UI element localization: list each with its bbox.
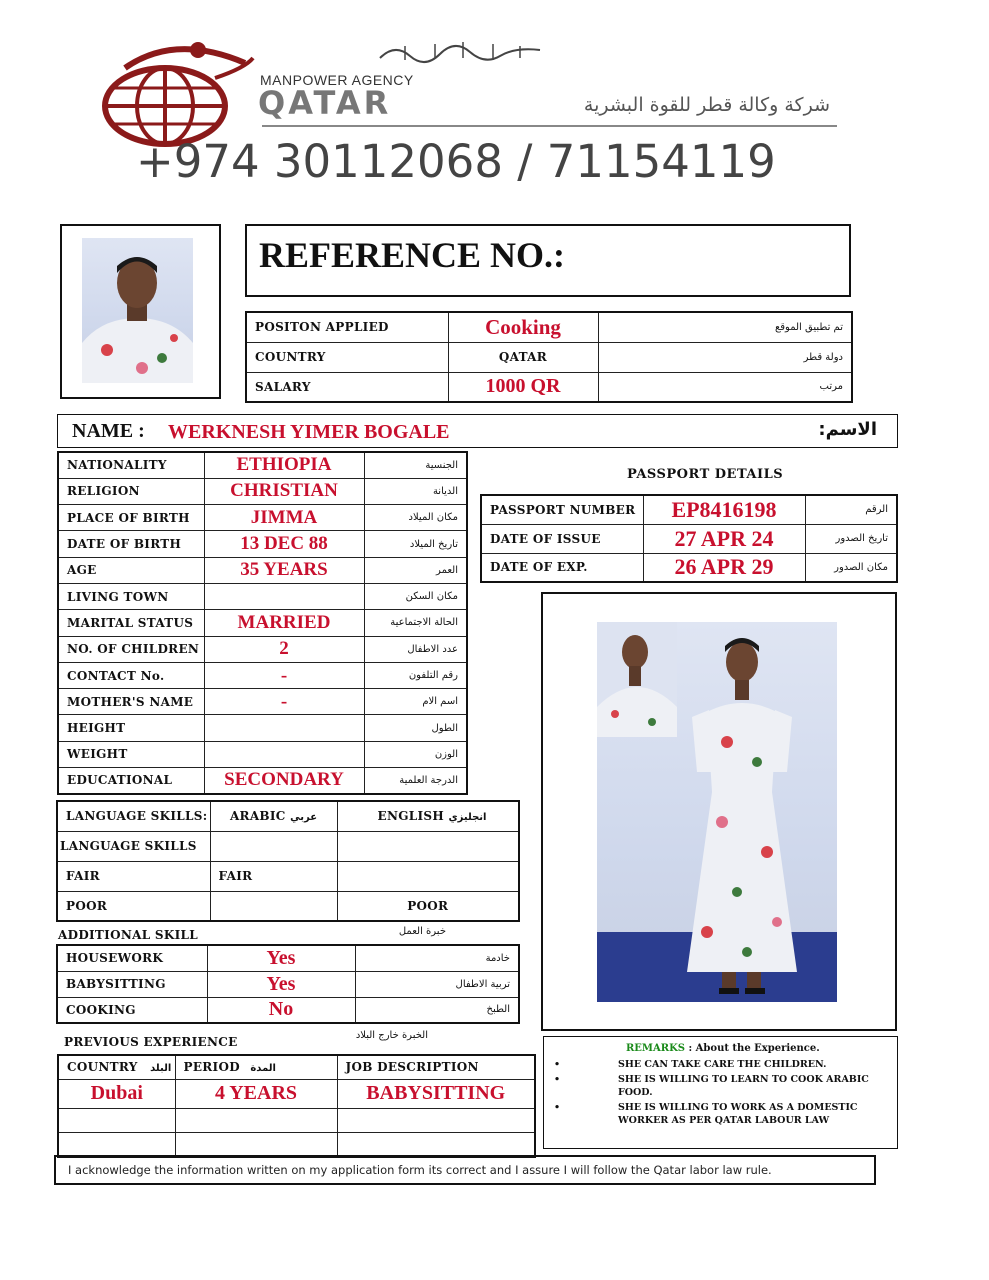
- name-arabic: الاسم:: [818, 419, 877, 440]
- personal-field-value: [204, 741, 364, 767]
- personal-field-arabic: رقم التلفون: [364, 662, 467, 688]
- table-row: [57, 801, 519, 831]
- profile-photo-frame: [60, 224, 221, 399]
- english-column-header: [337, 801, 519, 831]
- country-value: QATAR: [448, 342, 598, 372]
- personal-field-label: CONTACT No.: [58, 662, 204, 688]
- passport-number-arabic: الرقم: [805, 495, 897, 524]
- personal-field-value: 35 YEARS: [204, 557, 364, 583]
- personal-field-value: [204, 583, 364, 609]
- personal-field-arabic: الحالة الاجتماعية: [364, 610, 467, 636]
- previous-experience-title-ar: الخبرة خارج البلاد: [355, 1030, 428, 1041]
- acknowledge-text: I acknowledge the information written on my application form its correct and I assure I will follow the Qatar labor law rule.: [68, 1163, 772, 1177]
- salary-value: 1000 QR: [448, 372, 598, 402]
- exp-job-value: BABYSITTING: [337, 1079, 535, 1108]
- exp-period-label: PERIOD: [183, 1060, 240, 1075]
- personal-field-arabic: تاريخ الميلاد: [364, 531, 467, 557]
- reference-label: REFERENCE NO.:: [259, 235, 566, 275]
- table-row: [57, 861, 519, 891]
- remarks-list: [554, 1058, 879, 1127]
- table-row: [481, 495, 897, 524]
- personal-field-value: -: [204, 689, 364, 715]
- previous-experience-title: PREVIOUS EXPERIENCE: [64, 1035, 238, 1049]
- personal-field-value: 2: [204, 636, 364, 662]
- position-arabic: تم تطبيق الموقع: [598, 312, 852, 342]
- table-row: [57, 971, 519, 997]
- babysitting-label: BABYSITTING: [57, 971, 207, 997]
- name-label: NAME :: [72, 420, 145, 442]
- language-skills-row-label: LANGUAGE SKILLS: [57, 831, 210, 861]
- table-row: [246, 342, 852, 372]
- name-bar: [57, 414, 898, 448]
- full-photo-frame: [541, 592, 897, 1031]
- passport-table: [480, 494, 898, 583]
- table-row: [58, 1108, 535, 1132]
- personal-field-arabic: اسم الام: [364, 689, 467, 715]
- personal-field-arabic: الطول: [364, 715, 467, 741]
- table-row: [57, 831, 519, 861]
- table-row: [58, 1132, 535, 1157]
- arabic-column-label: ARABIC: [229, 809, 286, 824]
- expiry-date-label: DATE OF EXP.: [481, 553, 643, 582]
- personal-details-table: [57, 451, 468, 795]
- personal-field-arabic: مكان الميلاد: [364, 505, 467, 531]
- position-table: [245, 311, 853, 403]
- personal-field-label: LIVING TOWN: [58, 583, 204, 609]
- cooking-value: No: [207, 997, 355, 1023]
- personal-field-label: DATE OF BIRTH: [58, 531, 204, 557]
- agency-name-small: MANPOWER AGENCY: [260, 72, 414, 88]
- passport-number-value: EP8416198: [643, 495, 805, 524]
- housework-label: HOUSEWORK: [57, 945, 207, 971]
- table-row: [58, 715, 467, 741]
- personal-field-label: PLACE OF BIRTH: [58, 505, 204, 531]
- remarks-heading: [626, 1043, 820, 1054]
- exp-country-label: COUNTRY: [67, 1060, 138, 1075]
- cooking-arabic: الطبخ: [355, 997, 519, 1023]
- additional-skill-table: [56, 944, 520, 1024]
- table-row: [481, 553, 897, 582]
- poor-row-label: POOR: [57, 891, 210, 921]
- personal-field-value: ETHIOPIA: [204, 452, 364, 478]
- exp-period-header: [175, 1055, 337, 1079]
- position-value: Cooking: [448, 312, 598, 342]
- profile-photo: [82, 238, 193, 383]
- exp-job-header: JOB DESCRIPTION: [337, 1055, 535, 1079]
- list-item: • SHE IS WILLING TO LEARN TO COOK ARABIC FOOD.: [554, 1073, 879, 1099]
- table-row: [58, 662, 467, 688]
- passport-title: PASSPORT DETAILS: [627, 467, 784, 482]
- expiry-date-value: 26 APR 29: [643, 553, 805, 582]
- personal-field-label: RELIGION: [58, 478, 204, 504]
- personal-field-arabic: الجنسية: [364, 452, 467, 478]
- table-row: [246, 372, 852, 402]
- exp-period-value: 4 YEARS: [175, 1079, 337, 1108]
- babysitting-value: Yes: [207, 971, 355, 997]
- name-value: WERKNESH YIMER BOGALE: [168, 421, 450, 443]
- reference-box: [245, 224, 851, 297]
- exp-period-label-ar: المدة: [250, 1063, 276, 1075]
- table-row: [58, 689, 467, 715]
- personal-field-arabic: الديانة: [364, 478, 467, 504]
- personal-field-label: MOTHER'S NAME: [58, 689, 204, 715]
- personal-field-value: SECONDARY: [204, 768, 364, 794]
- additional-skill-title-ar: خبرة العمل: [398, 926, 446, 937]
- personal-field-label: EDUCATIONAL: [58, 768, 204, 794]
- fair-row-label: FAIR: [57, 861, 210, 891]
- agency-name-arabic: شركة وكالة قطر للقوة البشرية: [583, 94, 830, 116]
- table-row: [58, 636, 467, 662]
- issue-date-value: 27 APR 24: [643, 524, 805, 553]
- personal-field-label: WEIGHT: [58, 741, 204, 767]
- personal-field-label: AGE: [58, 557, 204, 583]
- phone-number: +974 30112068 / 71154119: [136, 135, 776, 188]
- list-item: • SHE IS WILLING TO WORK AS A DOMESTIC WORKER AS PER QATAR LABOUR LAW: [554, 1101, 879, 1127]
- experience-table: [57, 1054, 536, 1158]
- full-body-photo: [597, 622, 837, 1002]
- personal-field-value: -: [204, 662, 364, 688]
- personal-field-label: NO. OF CHILDREN: [58, 636, 204, 662]
- table-row: [58, 505, 467, 531]
- personal-field-value: 13 DEC 88: [204, 531, 364, 557]
- remarks-label-rest: : About the Experience.: [688, 1043, 820, 1054]
- table-row: [58, 741, 467, 767]
- english-column-label-ar: انجليزي: [448, 812, 487, 824]
- table-row: [58, 1079, 535, 1108]
- table-row: [58, 557, 467, 583]
- agency-name-large: QATAR: [258, 84, 392, 122]
- remark-text: SHE IS WILLING TO LEARN TO COOK ARABIC FOOD.: [618, 1074, 869, 1098]
- table-row: [58, 452, 467, 478]
- table-row: [58, 531, 467, 557]
- personal-field-arabic: العمر: [364, 557, 467, 583]
- remarks-label: REMARKS: [626, 1043, 685, 1054]
- cooking-label: COOKING: [57, 997, 207, 1023]
- personal-field-label: NATIONALITY: [58, 452, 204, 478]
- english-column-label: ENGLISH: [377, 809, 445, 824]
- exp-country-label-ar: البلد: [150, 1063, 172, 1075]
- bismillah-calligraphy: [375, 38, 550, 66]
- header-divider: [262, 125, 837, 127]
- arabic-column-label-ar: عربي: [290, 812, 318, 824]
- country-label: COUNTRY: [246, 342, 448, 372]
- table-row: [58, 478, 467, 504]
- personal-field-value: CHRISTIAN: [204, 478, 364, 504]
- personal-field-arabic: الدرجة العلمية: [364, 768, 467, 794]
- personal-field-label: MARITAL STATUS: [58, 610, 204, 636]
- expiry-date-arabic: مكان الصدور: [805, 553, 897, 582]
- language-table: [56, 800, 520, 922]
- table-row: [481, 524, 897, 553]
- personal-field-value: MARRIED: [204, 610, 364, 636]
- issue-date-label: DATE OF ISSUE: [481, 524, 643, 553]
- agency-logo-icon: [95, 38, 255, 148]
- salary-label: SALARY: [246, 372, 448, 402]
- arabic-column-header: [210, 801, 337, 831]
- acknowledge-box: [54, 1155, 876, 1185]
- babysitting-arabic: تربية الاطفال: [355, 971, 519, 997]
- country-arabic: دولة قطر: [598, 342, 852, 372]
- housework-value: Yes: [207, 945, 355, 971]
- table-row: [58, 1055, 535, 1079]
- housework-arabic: خادمة: [355, 945, 519, 971]
- table-row: [57, 945, 519, 971]
- arabic-fair-value: FAIR: [210, 861, 337, 891]
- english-poor-value: POOR: [337, 891, 519, 921]
- language-skills-header: LANGUAGE SKILLS:: [57, 801, 210, 831]
- remark-text: SHE IS WILLING TO WORK AS A DOMESTIC WORKER AS PER QATAR LABOUR LAW: [618, 1102, 858, 1126]
- table-row: [57, 997, 519, 1023]
- table-row: [58, 610, 467, 636]
- issue-date-arabic: تاريخ الصدور: [805, 524, 897, 553]
- additional-skill-title: ADDITIONAL SKILL: [58, 928, 199, 942]
- personal-field-value: [204, 715, 364, 741]
- personal-field-arabic: مكان السكن: [364, 583, 467, 609]
- passport-number-label: PASSPORT NUMBER: [481, 495, 643, 524]
- personal-field-label: HEIGHT: [58, 715, 204, 741]
- remarks-box: [543, 1036, 898, 1149]
- table-row: [57, 891, 519, 921]
- salary-arabic: مرتب: [598, 372, 852, 402]
- table-row: [58, 768, 467, 794]
- table-row: [246, 312, 852, 342]
- list-item: • SHE CAN TAKE CARE THE CHILDREN.: [554, 1059, 827, 1070]
- personal-field-arabic: الوزن: [364, 741, 467, 767]
- exp-country-header: [58, 1055, 175, 1079]
- remark-text: SHE CAN TAKE CARE THE CHILDREN.: [618, 1059, 827, 1070]
- exp-country-value: Dubai: [58, 1079, 175, 1108]
- personal-field-value: JIMMA: [204, 505, 364, 531]
- table-row: [58, 583, 467, 609]
- personal-field-arabic: عدد الاطفال: [364, 636, 467, 662]
- position-label: POSITON APPLIED: [246, 312, 448, 342]
